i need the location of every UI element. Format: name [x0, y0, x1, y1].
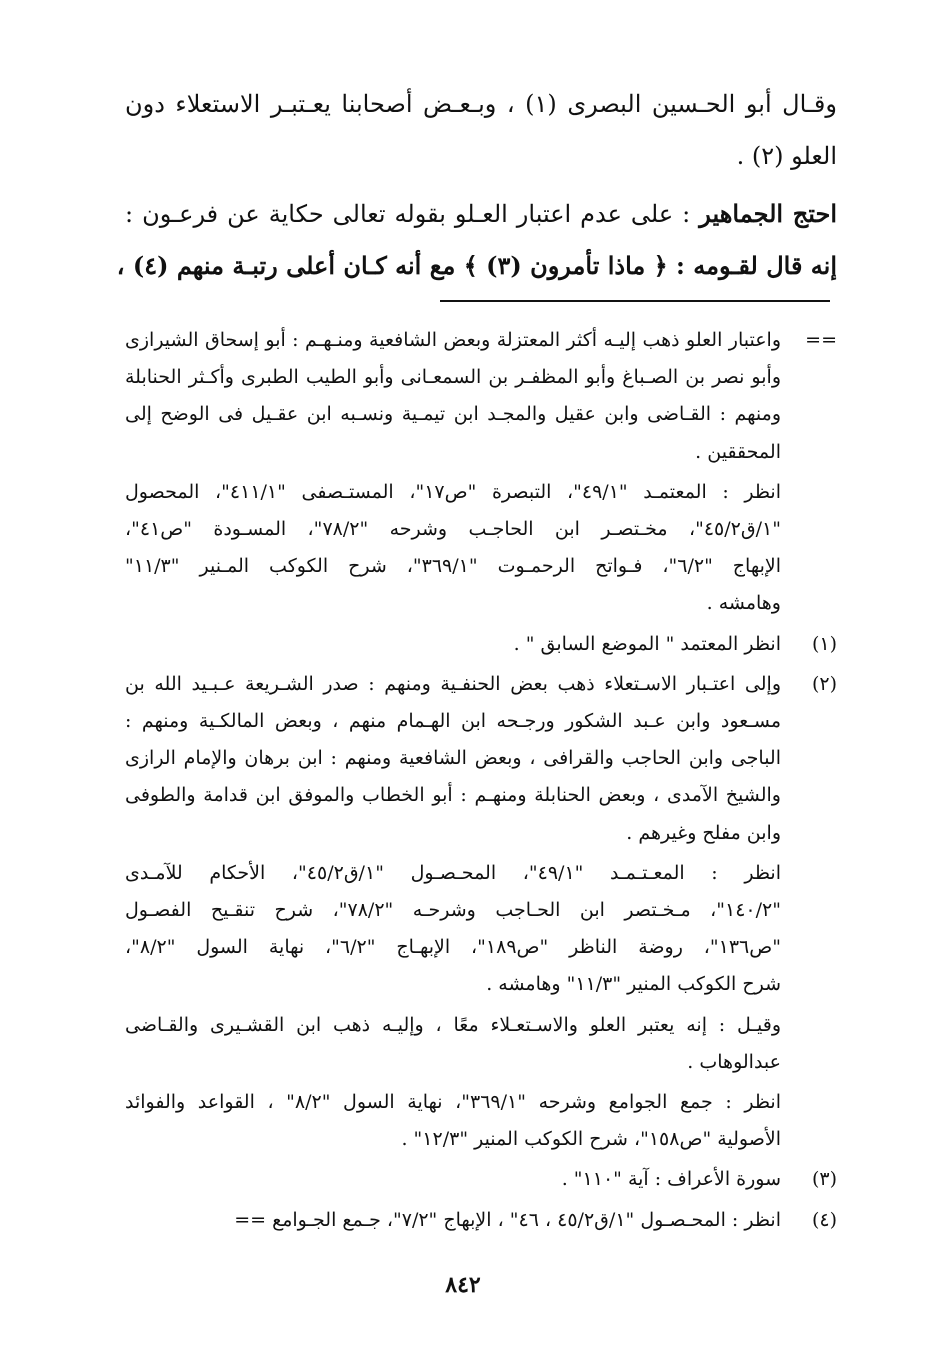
footnote-line: "١/ق٤٥/٢"، مخـتصـر ابن الحاجـب وشرحه "٧٨/٢"، المسـودة "ص٤١"، — [125, 518, 781, 541]
footnote-line: وهامشه . — [706, 592, 781, 615]
footnote-line: شرح الكوكب المنير "١١/٣" وهامشه . — [486, 973, 781, 996]
footnote-number: (١) — [811, 632, 837, 655]
footnote-line: واعتبار العلو ذهب إليـه أكثر المعتزلة وبعض الشافعية ومنـهـم : أبو إسحاق الشيرازى — [125, 329, 781, 351]
main-line — [125, 188, 837, 240]
footnote-line: "١٤٠/٢"، مـخـتصر ابن الحـاجب وشرحـه "٧٨/٢"، شرح تنقـيح الفصـول — [125, 899, 781, 922]
footnote-line: مسـعود وابن عـبد الشكور ورجـحه ابن الهـمام منهم ، وبعض المالكـية ومنهم : — [125, 710, 781, 733]
footnote-line: وأبو نصر بن الصـباغ وأبو المظفـر بن السمعـانى وأبو الطيب الطبرى وأكـثر الحنابلة — [125, 366, 781, 389]
footnote-line: سورة الأعراف : آية "١١٠" . — [561, 1168, 781, 1191]
bold-lead-phrase: احتج الجماهير — [699, 199, 837, 228]
footnotes — [125, 322, 837, 1239]
footnote-line: انظر : جمع الجوامع وشرحه "٣٦٩/١"، نهاية السول "٨/٢" ، القواعد والفوائد — [125, 1091, 781, 1114]
footnote-number: (٣) — [811, 1168, 837, 1191]
main-text — [116, 78, 837, 292]
footnote-line: انظر : المعـتـمـد "٤٩/١"، المحـصـول "١/ق٤٥/٢"، الأحكام للآمـدى — [125, 861, 781, 884]
footnote — [125, 322, 837, 471]
main-line: العلو (٢) . — [736, 142, 837, 170]
footnote-line: والشيخ الآمدى ، وبعض الحنابلة ومنهـم : أبو الخطاب والموفق ابن قدامة والطوفى — [125, 784, 781, 807]
footnote — [125, 1161, 837, 1198]
footnote-line: "ص١٣٦"، روضة الناظر "ص١٨٩"، الإبهـاج "٦/٢"، نهاية السول "٨/٢"، — [125, 936, 781, 959]
main-paragraph-2 — [116, 188, 837, 292]
footnote-number: (٤) — [811, 1208, 837, 1231]
line-text: إنه قال لقـومه : ﴿ ماذا تأمرون (٣) ﴾ مع أنه كـان أعلى رتبـة منهم (٤) ، — [116, 251, 837, 280]
footnote — [125, 1202, 837, 1239]
footnote-line: الأصولية "ص١٥٨"، شرح الكوكب المنير "١٢/٣" . — [401, 1128, 781, 1151]
main-line: وقـال أبو الحـسين البصرى (١) ، وبـعـض أصحابنا يعـتبـر الاستعلاء دون — [125, 90, 837, 118]
footnote-line: انظر : المعتمـد "٤٩/١"، التبصرة "ص١٧"، المستـصفى "٤١١/١"، المحصول — [125, 480, 782, 503]
footnote-line: ومنهم : القـاضى وابن عقيل والمجـد ابن تيمـية ونسـبه ابن عقـيل فى الوضح إلى — [125, 403, 781, 426]
footnote-line: الإبهاج "٦/٢"، فـواتح الرحمـوت "٣٦٩/١"، شرح الكوكب المـنير "١١/٣" — [125, 555, 781, 578]
footnote-line: انظر : المحـصـول "١/ق٤٥/٢ ، ٤٦" ، الإبهاج "٧/٢"، جـمع الجـوامع == — [234, 1208, 781, 1231]
footnote-line: عبدالوهاب . — [687, 1050, 781, 1073]
footnote-line: وقيـل : إنه يعتبر العلو والاسـتعـلاء معًا ، وإليـه ذهب ابن القشـيرى والقـاضى — [125, 1013, 781, 1036]
footnote — [125, 666, 837, 852]
footnote — [125, 1007, 837, 1081]
footnote-line: الباجى وابن الحاجب والقرافى ، وبعض الشافعية ومنهم : ابن برهان والإمام الرازى — [125, 747, 781, 770]
main-paragraph-1 — [125, 78, 837, 182]
footnote — [125, 855, 837, 1004]
page-number: ٨٤٢ — [445, 1272, 481, 1298]
footnote — [125, 626, 837, 663]
footnote-line: وإلى اعتـبار الاسـتعلاء ذهب بعض الحنفـية ومنهم : صدر الشـريعة عـبـيد الله بن — [125, 672, 781, 695]
footnote-line: وابن مفلح وغيرهم . — [626, 821, 781, 844]
footnote-number: (٢) — [811, 672, 837, 695]
footnote-number: == — [805, 329, 837, 351]
footnote-line: المحققين . — [695, 440, 781, 463]
footnote-line: انظر المعتمد " الموضع السابق " . — [513, 632, 781, 655]
footnote — [125, 1084, 837, 1158]
main-line — [116, 240, 837, 292]
line-text: : على عدم اعتبار العـلو بقوله تعالى حكاية عن فرعـون : — [125, 200, 700, 228]
footnote-separator — [440, 300, 830, 302]
footnote — [125, 474, 837, 623]
